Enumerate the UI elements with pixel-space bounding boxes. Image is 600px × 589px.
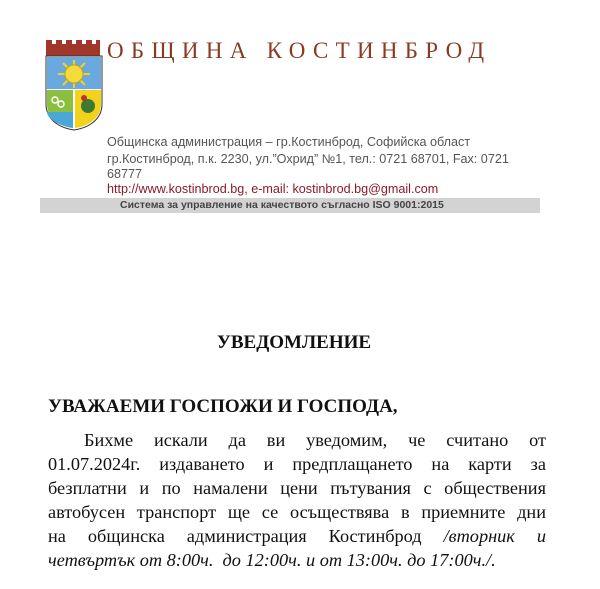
paragraph-line (48, 548, 546, 572)
line-text: Бихме искали да ви уведомим, че считано от (84, 430, 546, 450)
greeting: УВАЖАЕМИ ГОСПОЖИ И ГОСПОДА, (48, 396, 398, 417)
coat-of-arms-icon (44, 40, 104, 132)
paragraph-line (48, 428, 546, 452)
line-text: безплатни и по намалени цени пътувания с обществения (48, 478, 546, 498)
iso-banner: Система за управление на качеството съгласно ISO 9001:2015 (40, 198, 540, 213)
municipality-title: ОБЩИНА КОСТИНБРОД (107, 38, 492, 63)
paragraph-line (48, 452, 546, 476)
paragraph-line (48, 524, 546, 548)
address-line: Общинска администрация – гр.Костинброд, Софийска област (107, 135, 471, 149)
office-hours-text: /вторник и (443, 526, 546, 546)
address-line: 68777 (107, 167, 143, 181)
notice-paragraph (48, 428, 546, 572)
document-heading: УВЕДОМЛЕНИЕ (216, 332, 372, 353)
paragraph-line (48, 500, 546, 524)
line-text: 01.07.2024г. издаването и предплащането на карти за (48, 454, 546, 474)
address-line: гр.Костинброд, п.к. 2230, ул.”Охрид” №1, тел.: 0721 68701, Fax: 0721 (107, 152, 509, 166)
line-text: автобусен транспорт ще се осъществява в приемните дни (48, 502, 546, 522)
office-hours-text: четвъртък от 8:00ч. до 12:00ч. и от 13:00ч. до 17:00ч./. (48, 550, 496, 570)
line-text: на общинска администрация Костинброд (48, 526, 444, 546)
paragraph-line (48, 476, 546, 500)
website-email-link[interactable]: http://www.kostinbrod.bg, e-mail: kostinbrod.bg@gmail.com (107, 182, 439, 196)
